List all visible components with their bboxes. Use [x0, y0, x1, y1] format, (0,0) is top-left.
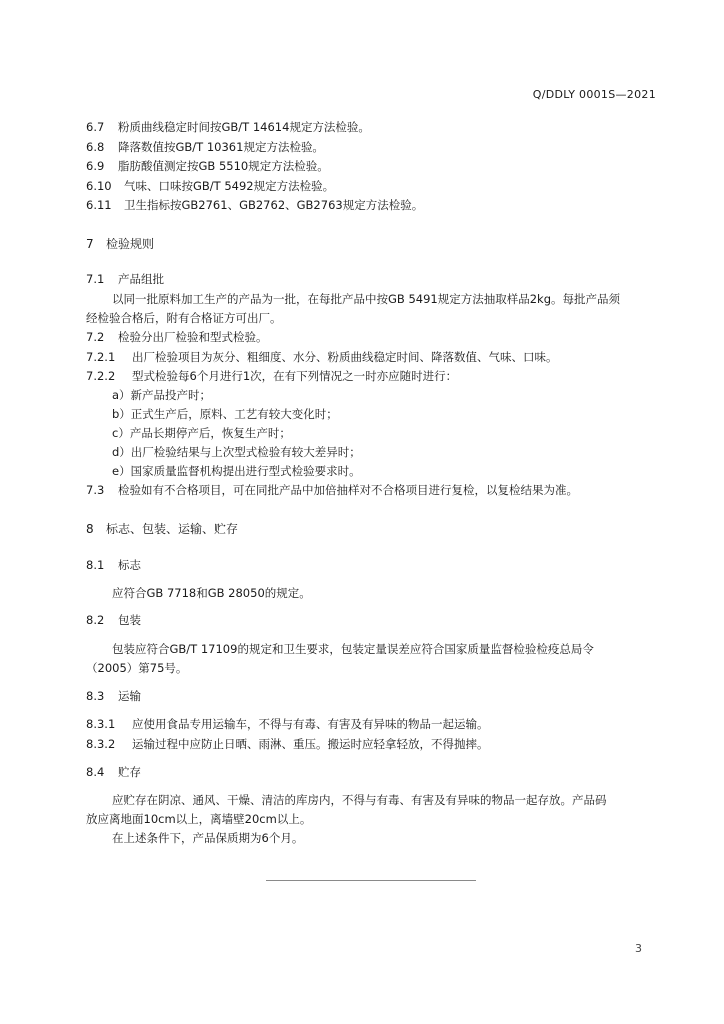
clause-8-4: [86, 764, 141, 780]
list-item: a）新产品投产时；: [112, 388, 212, 402]
paragraph-line: 在上述条件下，产品保质期为6个月。: [112, 831, 304, 845]
clause-title: 产品组批: [118, 272, 164, 286]
end-rule: [266, 880, 476, 881]
clause-text: 检验分出厂检验和型式检验。: [118, 330, 268, 344]
clause-text: 运输过程中应防止日晒、雨淋、重压。搬运时应轻拿轻放，不得抛摔。: [132, 737, 489, 751]
clause-title: 贮存: [118, 765, 141, 779]
list-item: c）产品长期停产后，恢复生产时；: [112, 426, 291, 440]
clause-number: 6.10: [86, 179, 112, 193]
section-number: 8: [86, 522, 94, 536]
clause-text: 气味、口味按GB/T 5492规定方法检验。: [124, 179, 335, 193]
paragraph-line: 应符合GB 7718和GB 28050的规定。: [112, 586, 311, 600]
clause-6-10: [86, 178, 334, 194]
list-item: b）正式生产后，原料、工艺有较大变化时；: [112, 407, 338, 421]
clause-number: 7.1: [86, 272, 105, 286]
section-title: 标志、包装、运输、贮存: [106, 522, 239, 536]
clause-text: 脂肪酸值测定按GB 5510规定方法检验。: [118, 159, 329, 173]
clause-8-3-1: [86, 716, 489, 732]
list-item: d）出厂检验结果与上次型式检验有较大差异时；: [112, 445, 361, 459]
clause-7-3: [86, 482, 578, 498]
clause-text: 降落数值按GB/T 10361规定方法检验。: [118, 140, 324, 154]
clause-number: 8.3.1: [86, 717, 116, 731]
paragraph-line: 应贮存在阴凉、通风、干燥、清洁的库房内，不得与有毒、有害及有异味的物品一起存放。产品码: [112, 793, 607, 807]
clause-text: 卫生指标按GB2761、GB2762、GB2763规定方法检验。: [124, 198, 424, 212]
clause-number: 7.2.1: [86, 350, 116, 364]
clause-number: 7.2: [86, 330, 105, 344]
clause-number: 6.8: [86, 140, 105, 154]
clause-text: 出厂检验项目为灰分、粗细度、水分、粉质曲线稳定时间、降落数值、气味、口味。: [132, 350, 558, 364]
clause-text: 检验如有不合格项目，可在同批产品中加倍抽样对不合格项目进行复检，以复检结果为准。: [118, 483, 578, 497]
section-7-heading: [86, 235, 154, 252]
clause-text: 应使用食品专用运输车，不得与有毒、有害及有异味的物品一起运输。: [132, 717, 489, 731]
clause-8-1: [86, 557, 141, 573]
section-8-heading: [86, 520, 238, 537]
clause-number: 6.11: [86, 198, 112, 212]
clause-6-9: [86, 158, 329, 174]
clause-number: 6.9: [86, 159, 105, 173]
clause-6-7: [86, 119, 370, 135]
clause-text: 粉质曲线稳定时间按GB/T 14614规定方法检验。: [118, 120, 370, 134]
paragraph-line: 包装应符合GB/T 17109的规定和卫生要求，包装定量误差应符合国家质量监督检验检疫总局令: [112, 642, 594, 656]
clause-number: 7.2.2: [86, 369, 116, 383]
clause-8-3-2: [86, 736, 489, 752]
clause-number: 8.2: [86, 613, 105, 627]
section-number: 7: [86, 237, 94, 251]
paragraph-line: 放应离地面10cm以上，离墙壁20cm以上。: [86, 812, 312, 826]
clause-number: 8.3.2: [86, 737, 116, 751]
clause-7-2: [86, 329, 268, 345]
clause-6-11: [86, 197, 423, 213]
section-title: 检验规则: [106, 237, 155, 251]
paragraph-line: （2005）第75号。: [86, 661, 188, 675]
clause-number: 8.1: [86, 558, 105, 572]
clause-number: 8.4: [86, 765, 105, 779]
clause-title: 运输: [118, 689, 141, 703]
clause-7-1: [86, 271, 164, 287]
clause-7-2-2: [86, 368, 457, 384]
paragraph-line: 经检验合格后，附有合格证方可出厂。: [86, 311, 282, 325]
clause-6-8: [86, 139, 324, 155]
list-item: e）国家质量监督机构提出进行型式检验要求时。: [112, 464, 361, 478]
paragraph-line: 以同一批原料加工生产的产品为一批，在每批产品中按GB 5491规定方法抽取样品2kg。每批产品须: [112, 292, 620, 306]
clause-number: 6.7: [86, 120, 105, 134]
clause-8-2: [86, 612, 141, 628]
clause-title: 标志: [118, 558, 141, 572]
page-number: 3: [635, 942, 642, 955]
clause-7-2-1: [86, 349, 558, 365]
clause-title: 包装: [118, 613, 141, 627]
clause-number: 8.3: [86, 689, 105, 703]
clause-number: 7.3: [86, 483, 105, 497]
clause-8-3: [86, 688, 141, 704]
document-code: Q/DDLY 0001S—2021: [532, 88, 656, 101]
clause-text: 型式检验每6个月进行1次，在有下列情况之一时亦应随时进行：: [132, 369, 458, 383]
